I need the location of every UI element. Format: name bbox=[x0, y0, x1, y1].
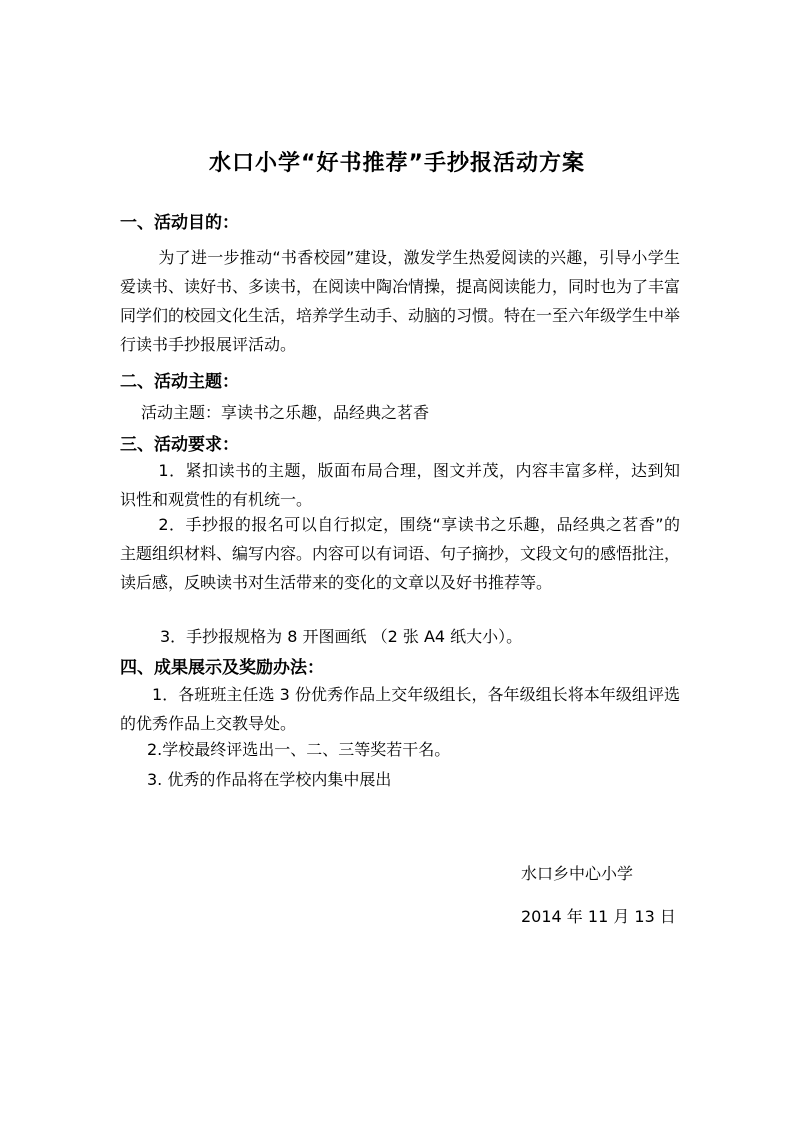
results-item-2: 2.学校最终评选出一、二、三等奖若干名。 bbox=[147, 740, 451, 759]
results-item-3: 3. 优秀的作品将在学校内集中展出 bbox=[147, 770, 392, 789]
page-title: 水口小学“好书推荐”手抄报活动方案 bbox=[209, 151, 585, 176]
signature-org: 水口乡中心小学 bbox=[521, 864, 634, 883]
section-heading-results: 四、成果展示及奖励办法： bbox=[120, 658, 324, 678]
theme-text: 活动主题：享读书之乐趣，品经典之茗香 bbox=[141, 403, 430, 422]
section-heading-requirements: 三、活动要求： bbox=[120, 435, 239, 455]
requirement-item-2: 2．手抄报的报名可以自行拟定，围绕“享读书之乐趣，品经典之茗香”的主题组织材料、编写内容。内容可以有词语、句子摘抄，文段文句的感悟批注，读后感，反映读书对生活带来的变化的文章以及好书推荐等。 bbox=[120, 515, 681, 592]
requirement-item-3: 3．手抄报规格为 8 开图画纸 （2 张 A4 纸大小）。 bbox=[160, 627, 523, 646]
purpose-paragraph: 为了进一步推动“书香校园”建设，激发学生热爱阅读的兴趣，引导小学生爱读书、读好书、多读书，在阅读中陶冶情操，提高阅读能力，同时也为了丰富同学们的校园文化生活，培养学生动手、动脑的习惯。特在一至六年级学生中举行读书手抄报展评活动。 bbox=[120, 248, 681, 354]
results-item-1: 1．各班班主任选 3 份优秀作品上交年级组长，各年级组长将本年级组评选的优秀作品上交教导处。 bbox=[120, 685, 680, 733]
signature-date: 2014 年 11 月 13 日 bbox=[521, 907, 676, 926]
requirement-item-1: 1．紧扣读书的主题，版面布局合理，图文并茂，内容丰富多样，达到知识性和观赏性的有机统一。 bbox=[120, 461, 680, 509]
section-heading-purpose: 一、活动目的： bbox=[120, 213, 239, 233]
section-heading-theme: 二、活动主题： bbox=[120, 372, 239, 392]
